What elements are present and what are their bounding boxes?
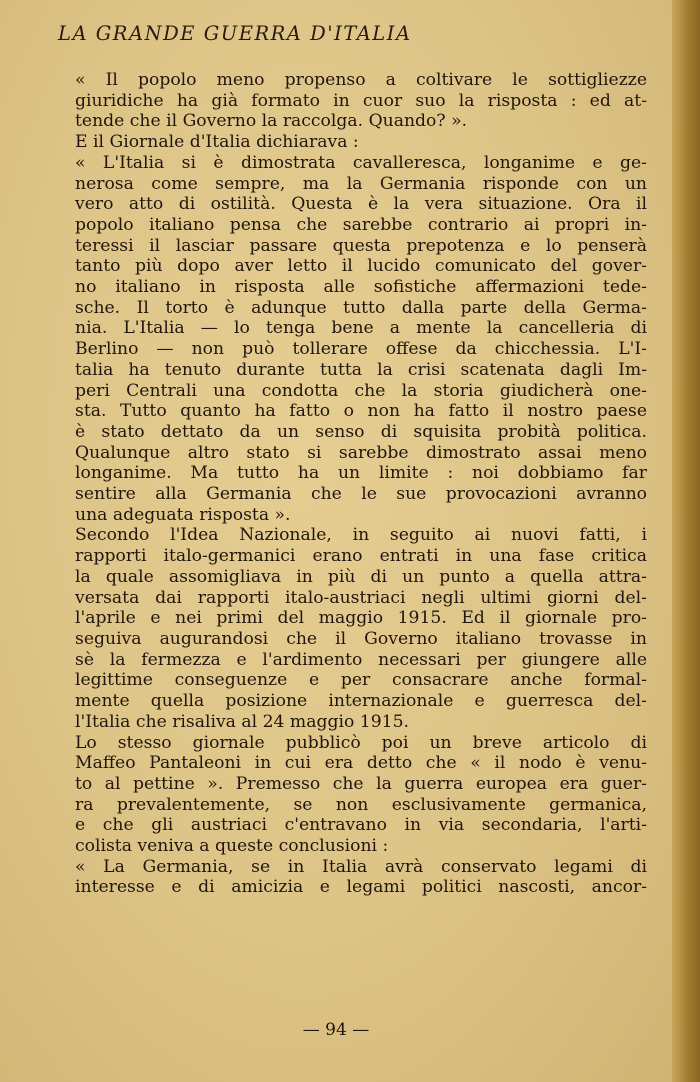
page-number: — 94 — <box>302 1020 370 1040</box>
running-head: LA GRANDE GUERRA D'ITALIA <box>58 22 412 45</box>
paragraph <box>57 70 647 132</box>
paragraph <box>57 733 647 857</box>
text-line: no italiano in risposta alle sofistiche affermazioni tede- <box>75 277 647 298</box>
text-line: mente quella posizione internazionale e guerresca del- <box>75 691 647 712</box>
text-line: to al pettine ». Premesso che la guerra europea era guer- <box>75 773 647 794</box>
text-line: teressi il lasciar passare questa prepotenza e lo penserà <box>75 235 647 256</box>
text-line: sche. Il torto è adunque tutto dalla parte della Germa- <box>75 297 647 318</box>
text-line: tanto più dopo aver letto il lucido comunicato del gover- <box>75 256 647 277</box>
text-line: vero atto di ostilità. Questa è la vera situazione. Ora il <box>75 194 647 215</box>
text-line: Secondo l'Idea Nazionale, in seguito ai nuovi fatti, i <box>75 525 647 546</box>
text-line: nerosa come sempre, ma la Germania risponde con un <box>75 173 647 194</box>
text-line: popolo italiano pensa che sarebbe contrario ai propri in- <box>75 214 647 235</box>
text-line: è stato dettato da un senso di squisita probità politica. <box>75 421 647 442</box>
text-line: interesse e di amicizia e legami politici nascosti, ancor- <box>75 877 647 898</box>
text-line: nia. L'Italia — lo tenga bene a mente la cancelleria di <box>75 318 647 339</box>
paragraph <box>57 857 647 898</box>
text-line: « La Germania, se in Italia avrà conservato legami di <box>75 856 647 877</box>
text-line: Lo stesso giornale pubblicò poi un breve articolo di <box>75 732 647 753</box>
page-edge <box>672 0 700 1082</box>
paragraph <box>57 525 647 732</box>
text-line: versata dai rapporti italo-austriaci negli ultimi giorni del- <box>75 587 647 608</box>
paragraph <box>57 132 647 153</box>
body-text <box>57 70 647 898</box>
text-line: peri Centrali una condotta che la storia giudicherà one- <box>75 380 647 401</box>
text-line: l'aprile e nei primi del maggio 1915. Ed il giornale pro- <box>75 608 647 629</box>
text-line: sè la fermezza e l'ardimento necessari per giungere alle <box>75 649 647 670</box>
text-line: Maffeo Pantaleoni in cui era detto che « il nodo è venu- <box>75 753 647 774</box>
text-line: e che gli austriaci c'entravano in via secondaria, l'arti- <box>75 815 647 836</box>
text-line: seguiva augurandosi che il Governo italiano trovasse in <box>75 628 647 649</box>
text-line: rapporti italo-germanici erano entrati in una fase critica <box>75 546 647 567</box>
text-line: longanime. Ma tutto ha un limite : noi dobbiamo far <box>75 463 647 484</box>
text-line: Berlino — non può tollerare offese da chicchessia. L'I- <box>75 339 647 360</box>
text-line: « Il popolo meno propenso a coltivare le sottigliezze <box>75 70 647 90</box>
text-line: tende che il Governo la raccolga. Quando? ». <box>75 111 468 132</box>
text-line: colista veniva a queste conclusioni : <box>75 836 389 857</box>
text-line: E il Giornale d'Italia dichiarava : <box>75 132 359 153</box>
paragraph <box>57 153 647 526</box>
text-line: la quale assomigliava in più di un punto a quella attra- <box>75 566 647 587</box>
text-line: legittime conseguenze e per consacrare anche formal- <box>75 670 647 691</box>
text-line: l'Italia che risaliva al 24 maggio 1915. <box>75 711 409 732</box>
text-line: giuridiche ha già formato in cuor suo la risposta : ed at- <box>75 90 647 111</box>
text-line: sta. Tutto quanto ha fatto o non ha fatto il nostro paese <box>75 401 647 422</box>
text-line: ra prevalentemente, se non esclusivamente germanica, <box>75 794 647 815</box>
text-line: « L'Italia si è dimostrata cavalleresca, longanime e ge- <box>75 152 647 173</box>
text-line: una adeguata risposta ». <box>75 504 291 525</box>
text-line: talia ha tenuto durante tutta la crisi scatenata dagli Im- <box>75 359 647 380</box>
text-line: sentire alla Germania che le sue provocazioni avranno <box>75 484 647 505</box>
text-line: Qualunque altro stato si sarebbe dimostrato assai meno <box>75 442 647 463</box>
